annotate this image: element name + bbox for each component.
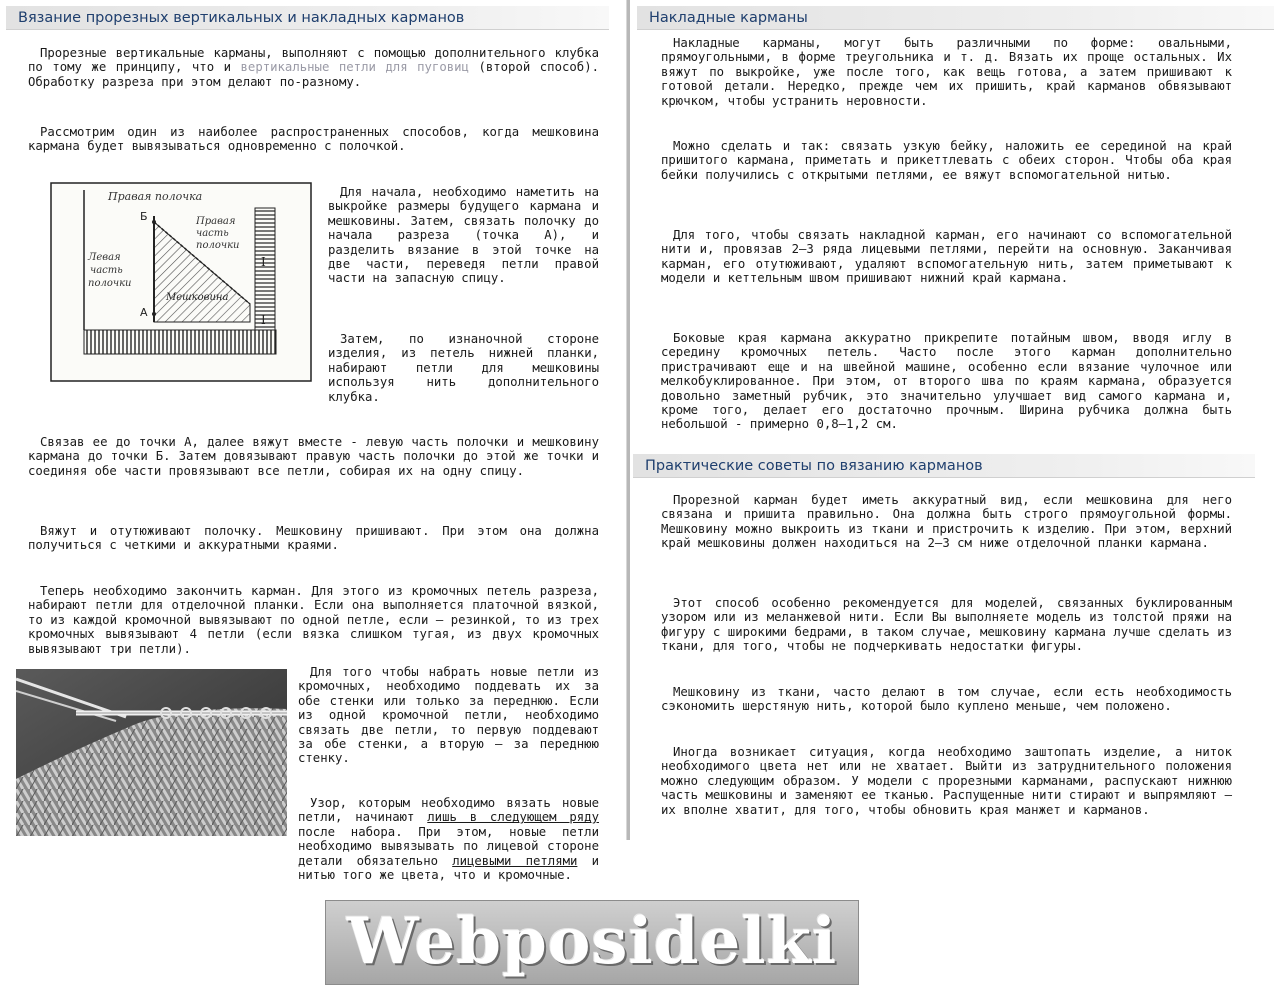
paragraph: Иногда возникает ситуация, когда необходимо заштопать изделие, а ниток необходимого цвета нет или не хватает. Выйти из затруднительного положения можно следующим образом. У модели с прорезными карманами, распускают нижнюю часть мешковины и заменяют ее тканью. Распущенные нити стирают и выпрямляют — их вполне хватит, для того, чтобы обновить края манжет и карманов.: [661, 745, 1232, 817]
buttonhole-link[interactable]: вертикальные петли для пуговиц: [240, 60, 469, 75]
paragraph: Рассмотрим один из наиболее распространенных способов, когда мешковина кармана будет вывязываться одновременно с полочкой.: [28, 125, 599, 154]
column-divider: [626, 0, 630, 840]
label-left-part: Левая часть полочки: [88, 252, 132, 289]
paragraph: Боковые края кармана аккуратно прикрепите потайным швом, вводя иглу в середину кромочных петель. Часто после этого карман дополнительно пристрачивают еще и на швейной машине, особенно если вязание чулочное или мелкобуклированное. При этом, от второго шва по краям кармана, образуется довольно заметный рубчик, это значительно улучшает вид самого кармана и, кроме того, делает его достаточно прочным. Ширина рубчика должна быть небольшой - примерно 0,8—1,2 см.: [661, 331, 1232, 432]
label-point-b: Б: [140, 210, 148, 223]
section-header-patch-pockets: Накладные карманы: [637, 6, 1274, 30]
section-header-slit-pockets: Вязание прорезных вертикальных и накладных карманов: [6, 6, 609, 30]
left-column: [0, 0, 615, 883]
paragraph: Для того чтобы набрать новые петли из кромочных, необходимо поддевать их за обе стенки или только за переднюю. Если из одной кромочной петли, необходимо связать две петли, то первую поддевают за обе стенки, а вторую — за переднюю стенку.: [298, 665, 599, 766]
paragraph: Этот способ особенно рекомендуется для моделей, связанных буклированным узором или из меланжевой нити. Если Вы выполняете модель из толстой пряжи на фигуру с широкими бедрами, в таком случае, мешковину кармана лучше сделать из ткани, для того, чтобы не подчеркивать недостатки фигуры.: [661, 596, 1232, 654]
paragraph: Для того, чтобы связать накладной карман, его начинают со вспомогательной нити и, провязав 2—3 ряда лицевыми петлями, перейти на основную. Заканчивая карман, его отутюживают, удаляют вспомогательную нить, затем приметывают к модели и кеттельным швом пришивают нижний край кармана.: [661, 228, 1232, 286]
paragraph-text: после набора. При этом, новые петли необходимо вывязывать по лицевой стороне детали обязательно: [298, 824, 599, 868]
label-bag: Мешковина: [166, 292, 229, 303]
paragraph-text: (второй способ). Обработку разреза при этом делают по-разному.: [28, 60, 600, 89]
paragraph: [28, 46, 599, 89]
label-roman-1: I: [261, 255, 266, 269]
paragraph: Накладные карманы, могут быть различными по форме: овальными, прямоугольными, в форме треугольника и т. д. Вязать их проще остальных. Их вяжут по выкройке, уже после того, как вещь готова, а затем пришивают к готовой детали. Нередко, прежде чем их пришить, край карманов обвязывают крючком, чтобы устранить неровности.: [661, 36, 1232, 108]
label-right-shelf: Правая полочка: [108, 190, 203, 203]
paragraph: Затем, по изнаночной стороне изделия, из петель нижней планки, набирают петли для мешковины используя нить дополнительного клубка.: [328, 332, 599, 404]
paragraph: Связав ее до точки А, далее вяжут вместе - левую часть полочки и мешковину кармана до точки Б. Затем довязывают правую часть полочки до этой же точки и соединяя обе части провязывают все петли, собирая их на одну спицу.: [28, 435, 599, 478]
right-column: [633, 0, 1280, 817]
site-logo-banner[interactable]: [325, 900, 859, 985]
paragraph-text: Прорезные вертикальные карманы, выполняют с помощью дополнительного клубка по тому же принципу, что и: [28, 46, 599, 75]
knit-stitch-link[interactable]: лицевыми петлями: [452, 853, 578, 868]
paragraph: [28, 796, 599, 882]
paragraph-text: Узор, которым необходимо вязать новые петли, начинают: [298, 796, 599, 825]
section-header-practical-tips: Практические советы по вязанию карманов: [633, 454, 1255, 478]
site-logo-text: Webposidelki: [346, 904, 838, 979]
label-right-part: Правая часть полочки: [196, 216, 240, 251]
paragraph: Вяжут и отутюживают полочку. Мешковину пришивают. При этом она должна получиться с четкими и аккуратными краями.: [28, 524, 599, 553]
paragraph-text: и нитью того же цвета, что и кромочные.: [298, 853, 599, 883]
paragraph: Можно сделать и так: связать узкую бейку, наложить ее серединой на край пришитого кармана, приметать и прикеттлевать с обеих сторон. Чтобы оба края бейки получились с открытыми петлями, ее вяжут вспомогательной нитью.: [661, 139, 1232, 182]
paragraph: Для начала, необходимо наметить на выкройке размеры будущего кармана и мешковины. Затем, связать полочку до начала разреза (точка А), и разделить вязание в этой точке на две части, переведя петли правой части на запасную спицу.: [328, 185, 599, 286]
label-roman-1: I: [261, 313, 266, 327]
paragraph: Мешковину из ткани, часто делают в том случае, если есть необходимость сэкономить шерстяную нить, которой было куплено меньше, чем положено.: [661, 685, 1232, 714]
label-point-a: А: [140, 306, 148, 319]
next-row-link[interactable]: лишь в следующем ряду: [427, 810, 599, 825]
paragraph: Прорезной карман будет иметь аккуратный вид, если мешковина для него связана и пришита правильно. Она должна быть строго прямоугольной формы. Мешковину можно выкроить из ткани и пристрочить к изделию. При этом, верхний край мешковины должен находиться на 2—3 см ниже отделочной планки кармана.: [661, 493, 1232, 551]
paragraph: Теперь необходимо закончить карман. Для этого из кромочных петель разреза, набирают петли для отделочной планки. Если она выполняется платочной вязкой, то из каждой кромочной вывязывают по одной петле, если — резинкой, то из трех кромочных вывязывают 4 петли (если вязка слишком тугая, из двух кромочных вывязывают три петли).: [28, 584, 599, 656]
